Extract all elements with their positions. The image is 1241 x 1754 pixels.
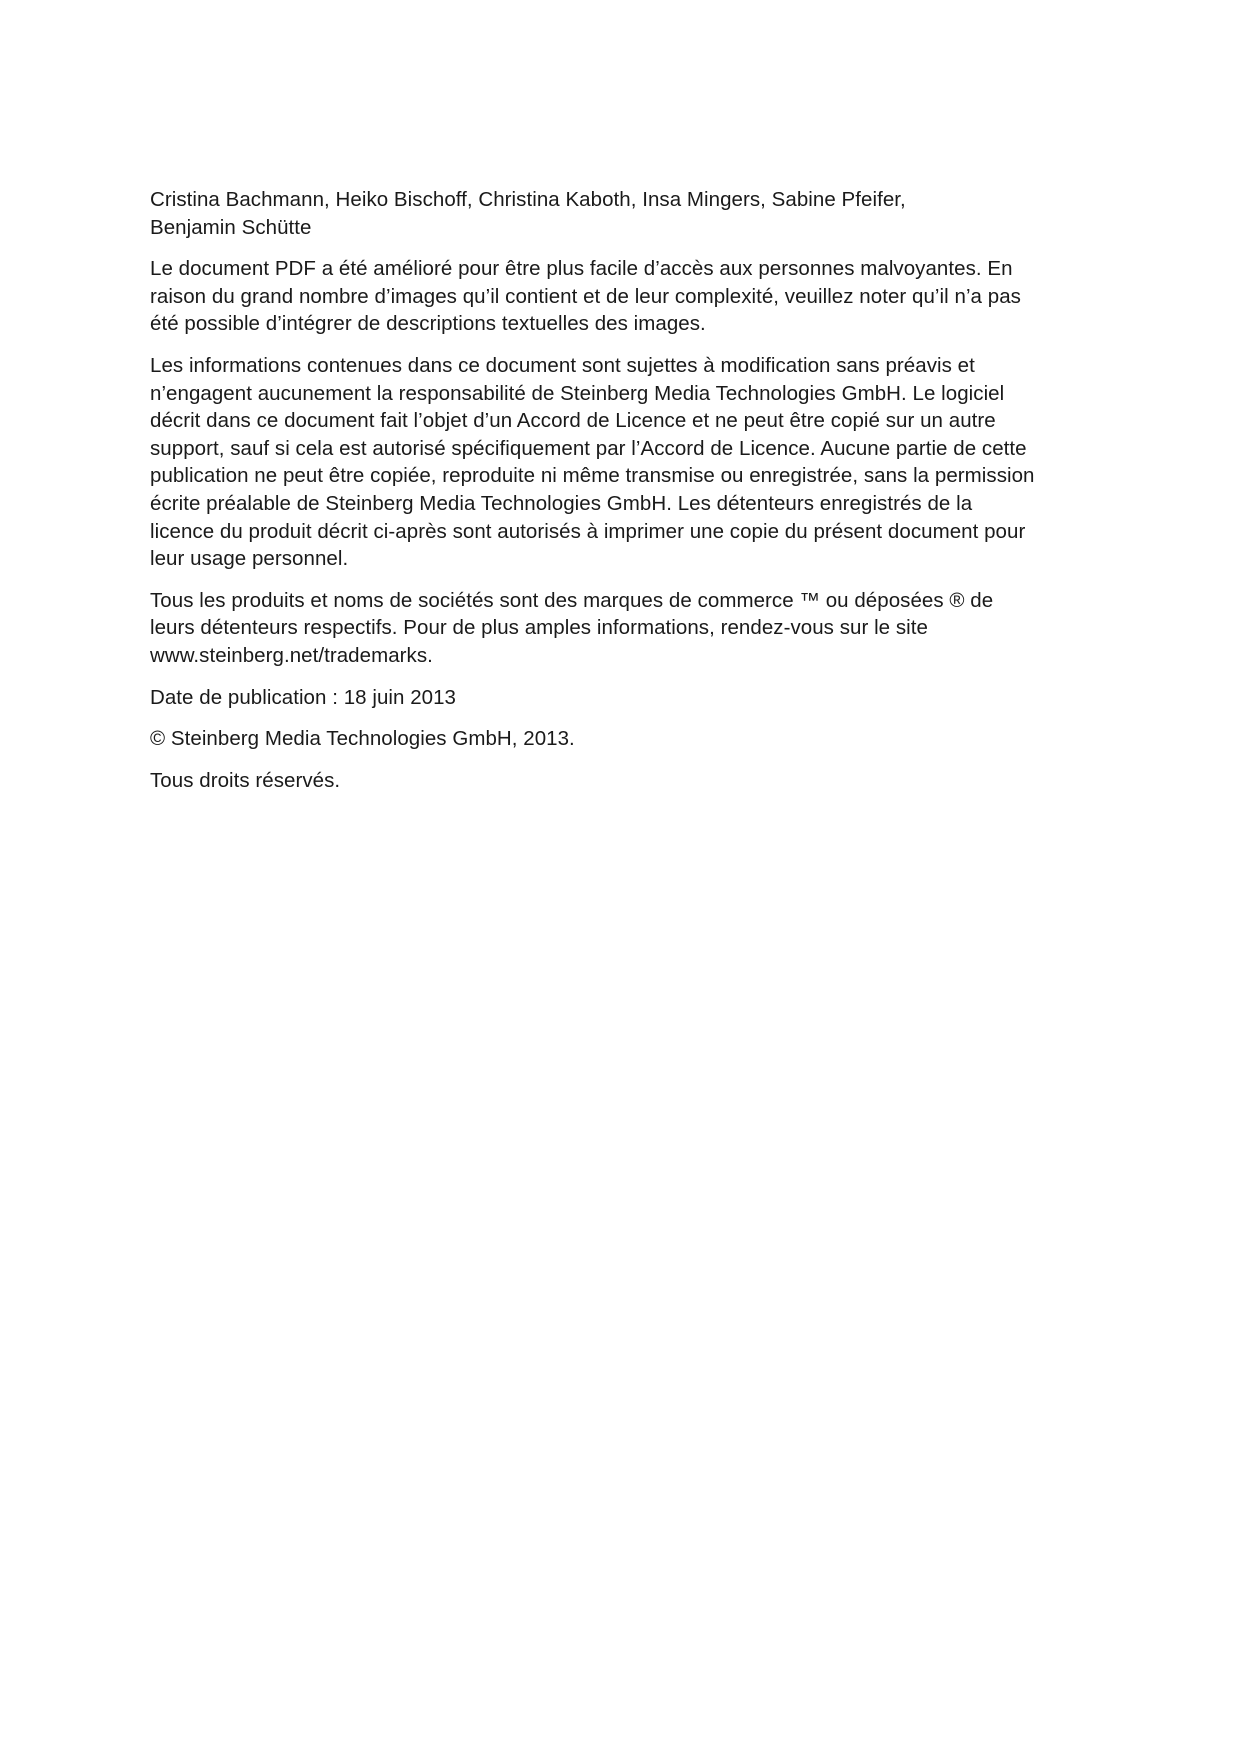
page-content <box>150 186 1095 808</box>
legal-notice-line: leur usage personnel. <box>150 547 349 571</box>
authors-paragraph <box>150 186 1095 241</box>
accessibility-note-line: été possible d’intégrer de descriptions textuelles des images. <box>150 312 706 336</box>
trademarks-line: Tous les produits et noms de sociétés sont des marques de commerce ™ ou déposées ® de <box>150 588 994 612</box>
authors-line: Cristina Bachmann, Heiko Bischoff, Christina Kaboth, Insa Mingers, Sabine Pfeifer, <box>150 188 906 211</box>
legal-notice-line: n’engagent aucunement la responsabilité de Steinberg Media Technologies GmbH. Le logiciel <box>150 381 1005 405</box>
accessibility-note-line: raison du grand nombre d’images qu’il contient et de leur complexité, veuillez noter qu’il n’a pas <box>150 284 1021 308</box>
legal-notice-line: support, sauf si cela est autorisé spécifiquement par l’Accord de Licence. Aucune partie de cette <box>150 436 1027 460</box>
legal-notice-line: décrit dans ce document fait l’objet d’un Accord de Licence et ne peut être copié sur un autre <box>150 409 996 433</box>
legal-notice-line: publication ne peut être copiée, reproduite ni même transmise ou enregistrée, sans la permission <box>150 464 1035 488</box>
legal-notice-line: licence du produit décrit ci-après sont autorisés à imprimer une copie du présent document pour <box>150 519 1026 543</box>
publication-date: Date de publication : 18 juin 2013 <box>150 685 457 709</box>
legal-notice-line: Les informations contenues dans ce document sont sujettes à modification sans préavis et <box>150 353 975 377</box>
trademarks-paragraph <box>150 587 1095 670</box>
copyright-notice: © Steinberg Media Technologies GmbH, 2013. <box>150 727 575 751</box>
rights-notice: Tous droits réservés. <box>150 768 341 792</box>
accessibility-note-line: Le document PDF a été amélioré pour être plus facile d’accès aux personnes malvoyantes. En <box>150 257 1013 281</box>
authors-line: Benjamin Schütte <box>150 215 312 239</box>
legal-notice-line: écrite préalable de Steinberg Media Technologies GmbH. Les détenteurs enregistrés de la <box>150 491 973 515</box>
trademarks-line: leurs détenteurs respectifs. Pour de plus amples informations, rendez-vous sur le site <box>150 616 928 640</box>
accessibility-note-paragraph <box>150 255 1095 338</box>
legal-notice-paragraph <box>150 352 1095 573</box>
trademarks-line: www.steinberg.net/trademarks. <box>150 643 433 667</box>
